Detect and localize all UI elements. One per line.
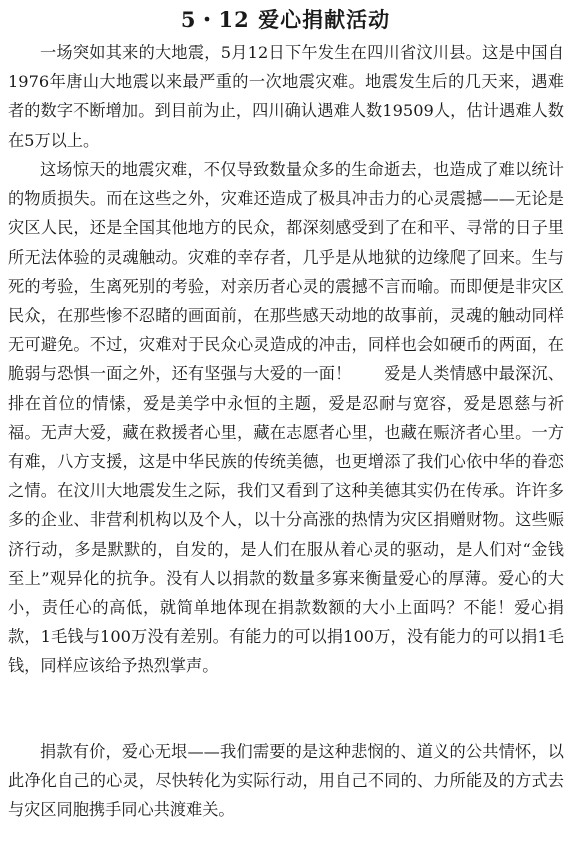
page-title: 5・12 爱心捐献活动 <box>180 7 391 32</box>
paragraph-call-to-action: 捐款有价，爱心无垠——我们需要的是这种悲悯的、道义的公共情怀，以此净化自己的心灵，尽快转化为实际行动，用自己不同的、力所能及的方式去与灾区同胞携手同心共渡难关。 <box>8 742 564 820</box>
paragraph-earthquake-facts: 一场突如其来的大地震，5月12日下午发生在四川省汶川县。这是中国自1976年唐山大地震以来最严重的一次地震灾难。地震发生后的几天来，遇难者的数字不断增加。到目前为止，四川确认遇难人数19509人，估计遇难人数在5万以上。 <box>8 43 564 150</box>
paragraph-spiritual-impact: 这场惊天的地震灾难，不仅导致数量众多的生命逝去，也造成了难以统计的物质损失。而在这些之外，灾难还造成了极具冲击力的心灵震撼——无论是灾区人民，还是全国其他地方的民众，都深刻感受到了在和平、寻常的日子里所无法体验的灵魂触动。灾难的幸存者，几乎是从地狱的边缘爬了回来。生与死的考验，生离死别的考验，对亲历者心灵的震撼不言而喻。而即便是非灾区民众，在那些惨不忍睹的画面前，在那些感天动地的故事前，灵魂的触动同样无可避免。不过，灾难对于民众心灵造成的冲击，同样也会如硬币的两面，在脆弱与恐惧一面之外，还有坚强与大爱的一面！ 爱是人类情感中最深沉、排在首位的情愫，爱是美学中永恒的主题，爱是忍耐与宽容，爱是恩慈与祈福。无声大爱，藏在救援者心里，藏在志愿者心里，也藏在赈济者心里。一方有难，八方支援，这是中华民族的传统美德，也更增添了我们心依中华的眷恋之情。在汶川大地震发生之际，我们又看到了这种美德其实仍在传承。许许多多的企业、非营利机构以及个人，以十分高涨的热情为灾区捐赠财物。这些赈济行动，多是默默的，自发的，是人们在服从着心灵的驱动，是人们对“金钱至上”观异化的抗争。没有人以捐款的数量多寡来衡量爱心的厚薄。爱心的大小，责任心的高低，就简单地体现在捐款数额的大小上面吗？不能！爱心捐款，1毛钱与100万没有差别。有能力的可以捐100万，没有能力的可以捐1毛钱，同样应该给予热烈掌声。 <box>8 160 564 676</box>
